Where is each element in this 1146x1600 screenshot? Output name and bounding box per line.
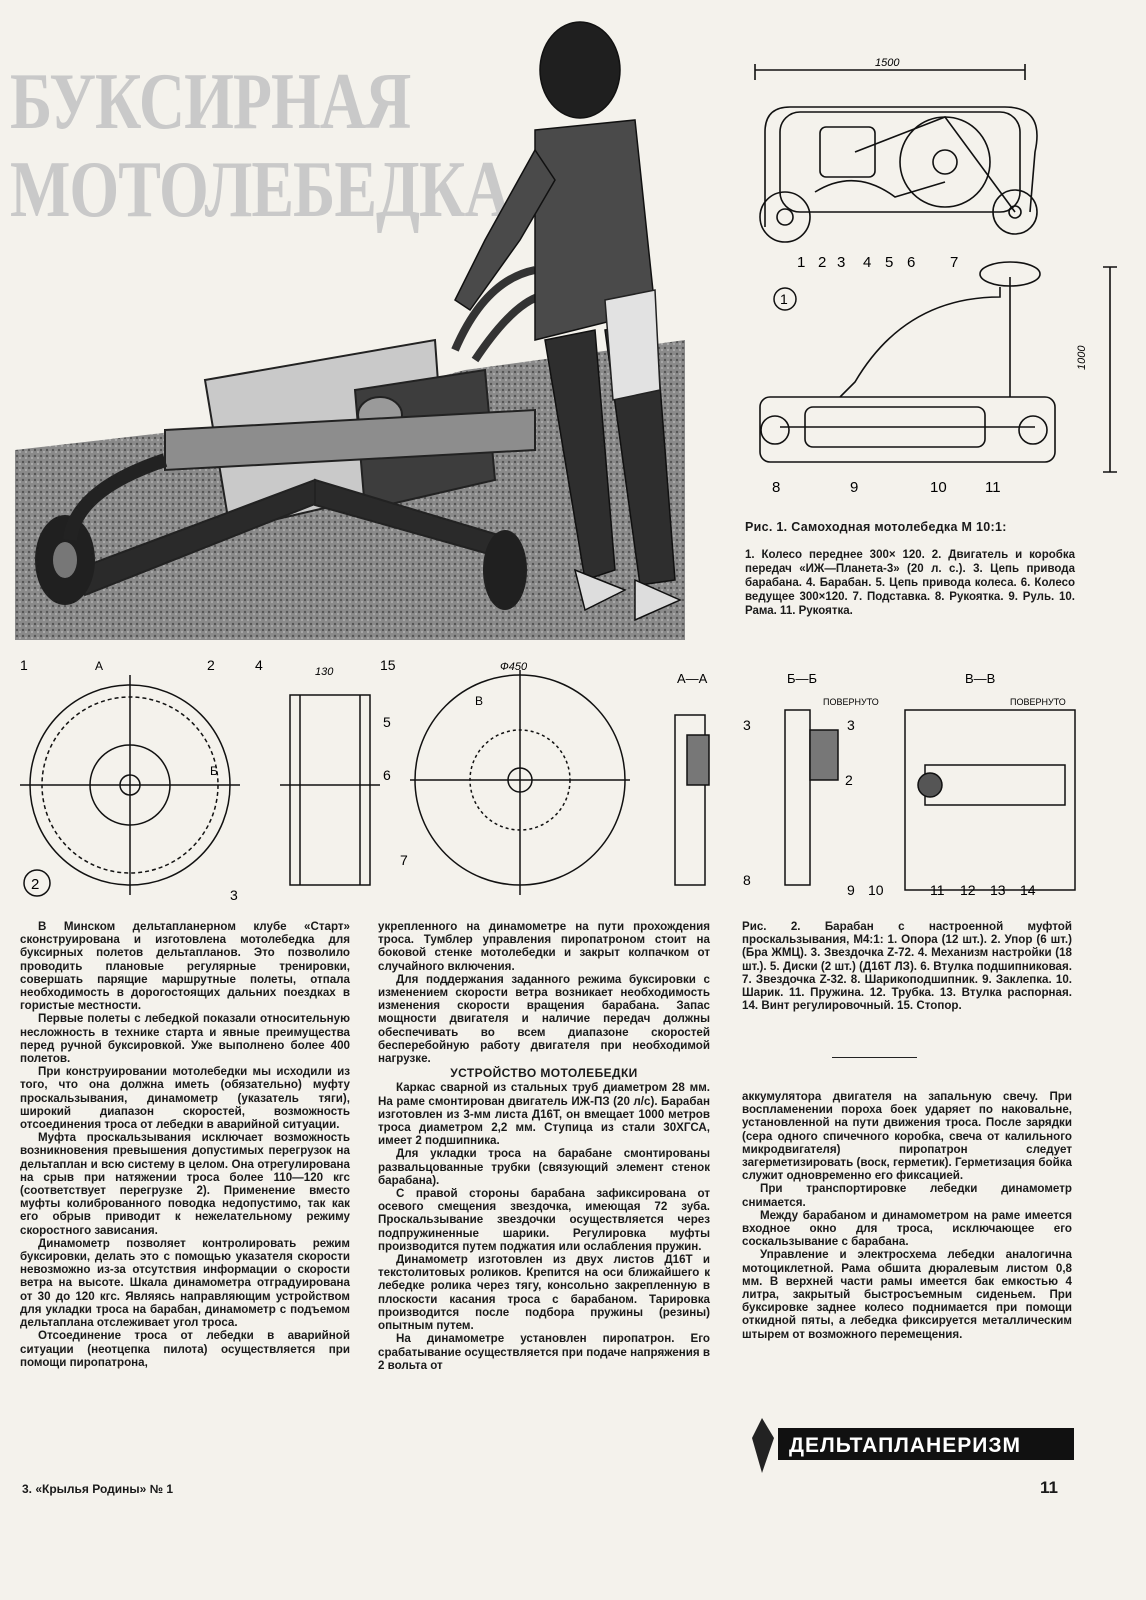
fig1-number: 1 xyxy=(780,291,788,307)
paragraph: Управление и электросхема лебедки аналогична мотоциклетной. Рама обшита дюралевым листом 0,8 мм. В верхней части рамы имеется бак емкостью 4 литра, закрытый быстросъемным сиденьем. При буксировке заднее колесо поднимается при помощи откидной пяты, а лебедка фиксируется металлическим штырем от возможного перемещения. xyxy=(742,1248,1072,1341)
figure-1-caption-title: Рис. 1. Самоходная мотолебедка М 10:1: xyxy=(745,520,1007,534)
dim-width: 130 xyxy=(315,666,334,678)
dim-height: 1000 xyxy=(1076,345,1088,370)
callout: 13 xyxy=(990,882,1006,898)
paragraph: При транспортировке лебедки динамометр снимается. xyxy=(742,1182,1072,1209)
callout: 10 xyxy=(868,882,884,898)
mark-a: А xyxy=(95,659,104,673)
callout: 5 xyxy=(383,714,391,730)
paragraph: аккумулятора двигателя на запальную свечу. При воспламенении пороха боек ударяет по наковальне, установленной на пути движения троса. После зарядки (сера одного спичечного коробка, свеча от калильного микродвигателя) пиропатрон следует загерметизировать (воск, герметик). Герметизация бойка служит одновременно его фиксацией. xyxy=(742,1090,1072,1183)
callout: 5 xyxy=(885,254,894,271)
paragraph: Между барабаном и динамометром на раме имеется входное окно для троса, исключающее его соскальзывание с барабана. xyxy=(742,1208,1072,1249)
section-bb-label: Б—Б xyxy=(787,671,818,686)
callout: 9 xyxy=(847,882,855,898)
callout: 2 xyxy=(818,254,827,271)
rotated-label: ПОВЕРНУТО xyxy=(823,697,879,707)
section-heading: УСТРОЙСТВО МОТОЛЕБЕДКИ xyxy=(450,1066,638,1081)
callout: 7 xyxy=(400,852,408,868)
callout: 1 xyxy=(797,254,806,271)
glider-icon xyxy=(752,1418,774,1473)
dim-diameter: Ф450 xyxy=(500,661,528,673)
figure-1-side-and-top-view xyxy=(745,52,1140,507)
paragraph: Каркас сварной из стальных труб диаметром 28 мм. На раме смонтирован двигатель ИЖ-ПЗ (20 л/с). Барабан изготовлен из 3-мм листа Д16Т, он вмещает 1000 метров троса диаметром 2,2 мм. Ступица из стали 30ХГСА, имеет 2 подшипника. xyxy=(378,1081,710,1148)
paragraph: Динамометр позволяет контролировать режим буксировки, делать это с помощью указателя скорости невозможно из-за отсутствия информации о скорости ветра на высоте. Шкала динамометра отградуирована от 30 до 120 кгс. Являясь направляющим устройством для укладки троса на барабан, динамометр с подъемом дельтаплана отслеживает угол троса. xyxy=(20,1236,350,1330)
title-line-2: МОТОЛЕБЕДКА xyxy=(10,144,510,234)
callout: 7 xyxy=(950,254,959,271)
paragraph: При конструировании мотолебедки мы исходили из того, что она должна иметь (обязательно) муфту проскальзывания, динамометр (указатель тяги), широкий диапазон скоростей, возможность отсоединения троса от лебедки в аварийной ситуации. xyxy=(20,1065,350,1132)
paragraph: Для укладки троса на барабане смонтированы развальцованные трубки (связующий элемент стенок барабана). xyxy=(378,1147,710,1187)
callout: 6 xyxy=(907,254,916,271)
section-banner-label: ДЕЛЬТАПЛАНЕРИЗМ xyxy=(789,1434,1021,1457)
paragraph: Отсоединение троса от лебедки в аварийной ситуации (неотцепка пилота) осуществляется при помощи пиропатрона, xyxy=(20,1329,350,1369)
callout: 15 xyxy=(380,657,396,673)
article-column-3 xyxy=(742,1090,1072,1341)
figure-1-caption xyxy=(745,520,1075,618)
paragraph: Динамометр изготовлен из двух листов Д16Т и текстолитовых роликов. Крепится на оси ближайшего к лебедке ролика через тягу, консольно закрепленную в плоскости касания троса с барабаном. Тарировка производится после подбора пружины (резины) опытным путем. xyxy=(378,1253,710,1333)
dim-length: 1500 xyxy=(875,57,900,69)
photo-winch-operator xyxy=(15,10,685,640)
divider xyxy=(832,1057,917,1058)
callout: 1 xyxy=(20,657,28,673)
paragraph: С правой стороны барабана зафиксирована от осевого смещения звездочка, имеющая 72 зуба. Проскальзывание звездочки осуществляется через подпружиненные шарики. Регулировка муфты производится путем поджатия или ослабления пружин. xyxy=(378,1187,710,1253)
article-column-1 xyxy=(20,920,350,1369)
mark-b: Б xyxy=(210,764,218,778)
callout: 14 xyxy=(1020,882,1036,898)
callout: 3 xyxy=(847,717,855,733)
section-vv-label: В—В xyxy=(965,671,996,686)
callout: 3 xyxy=(230,887,238,903)
callout: 11 xyxy=(985,479,1001,496)
callout: 8 xyxy=(743,872,751,888)
rotated-label: ПОВЕРНУТО xyxy=(1010,697,1066,707)
callout: 9 xyxy=(850,479,859,496)
paragraph: Первые полеты с лебедкой показали относительную несложность в технике старта и явные преимущества перед ручной буксировкой. Уже выполнено более 400 полетов. xyxy=(20,1012,350,1066)
callout: 6 xyxy=(383,767,391,783)
paragraph: На динамометре установлен пиропатрон. Его срабатывание осуществляется при подаче напряжения в 2 вольта от xyxy=(378,1332,710,1372)
callout: 11 xyxy=(930,882,945,898)
callout: 3 xyxy=(743,717,751,733)
callout: 3 xyxy=(837,254,846,271)
callout: 10 xyxy=(930,479,947,496)
callout: 12 xyxy=(960,882,976,898)
callout: 2 xyxy=(845,772,853,788)
callout: 4 xyxy=(255,657,263,673)
section-banner xyxy=(744,1418,1074,1473)
section-aa-label: А—А xyxy=(677,671,708,686)
title-line-1: БУКСИРНАЯ xyxy=(10,56,411,146)
figure-1-caption-body: 1. Колесо переднее 300× 120. 2. Двигатель и коробка передач «ИЖ—Планета-3» (20 л. с.). 3. Цепь привода барабана. 4. Барабан. 5. Цепь привода колеса. 6. Колесо ведущее 300×120. 7. Подставка. 8. Рукоятка. 9. Руль. 10. Рама. 11. Рукоятка. xyxy=(745,549,1075,617)
paragraph: Муфта проскальзывания исключает возможность возникновения превышения допустимых перегрузок на дельтаплан и всю систему в целом. Она отрегулирована на срыв при натяжении троса более 110—120 кгс (соответствует перегрузке 2). Применение вместо муфты колиброванного поводка недопустимо, так как его обрыв приводит к нежелательному режиму скоростного зависания. xyxy=(20,1131,350,1237)
callout: 2 xyxy=(207,657,215,673)
paragraph: укрепленного на динамометре на пути прохождения троса. Тумблер управления пиропатроном стоит на боковой стенке мотолебедки и закрыт колпачком от случайного включения. xyxy=(378,920,710,973)
article-column-2 xyxy=(378,920,710,1372)
paragraph: В Минском дельтапланерном клубе «Старт» сконструирована и изготовлена мотолебедка для буксирных полетов дельтапланов. Это позволило проводить плановые регулярные тренировки, совершать парящие маршрутные полеты, отпала необходимость в дорогостоящих дальних поездках в гористые местности. xyxy=(20,920,350,1013)
figure-2-drum-sections xyxy=(15,655,1110,905)
mark-v: В xyxy=(475,694,484,708)
journal-footer: 3. «Крылья Родины» № 1 xyxy=(22,1482,174,1496)
callout: 8 xyxy=(772,479,781,496)
figure-2-caption: Рис. 2. Барабан с настроенной муфтой проскальзывания, М4:1: 1. Опора (12 шт.). 2. Упор (6 шт.) (Бра ЖМЦ). 3. Звездочка Z-72. 4. Механизм настройки (18 шт.). 5. Диски (2 шт.) (Д16Т ЛЗ). 6. Втулка подшипниковая. 7. Звездочка Z-32. 8. Шарикоподшипник. 9. Заклепка. 10. Шарик. 11. Пружина. 12. Трубка. 13. Втулка распорная. 14. Винт регулировочный. 15. Стопор. xyxy=(742,920,1072,1013)
fig2-number: 2 xyxy=(31,876,40,893)
callout: 4 xyxy=(863,254,872,271)
paragraph: Для поддержания заданного режима буксировки с изменением скорости ветра возникает необходимость изменения скорости вращения барабана. Запас мощности двигателя и наличие передач должны обеспечивать во всем диапазоне скоростей бесперебойную работу двигателя при необходимой нагрузке. xyxy=(378,972,710,1066)
page-number: 11 xyxy=(1040,1478,1058,1497)
